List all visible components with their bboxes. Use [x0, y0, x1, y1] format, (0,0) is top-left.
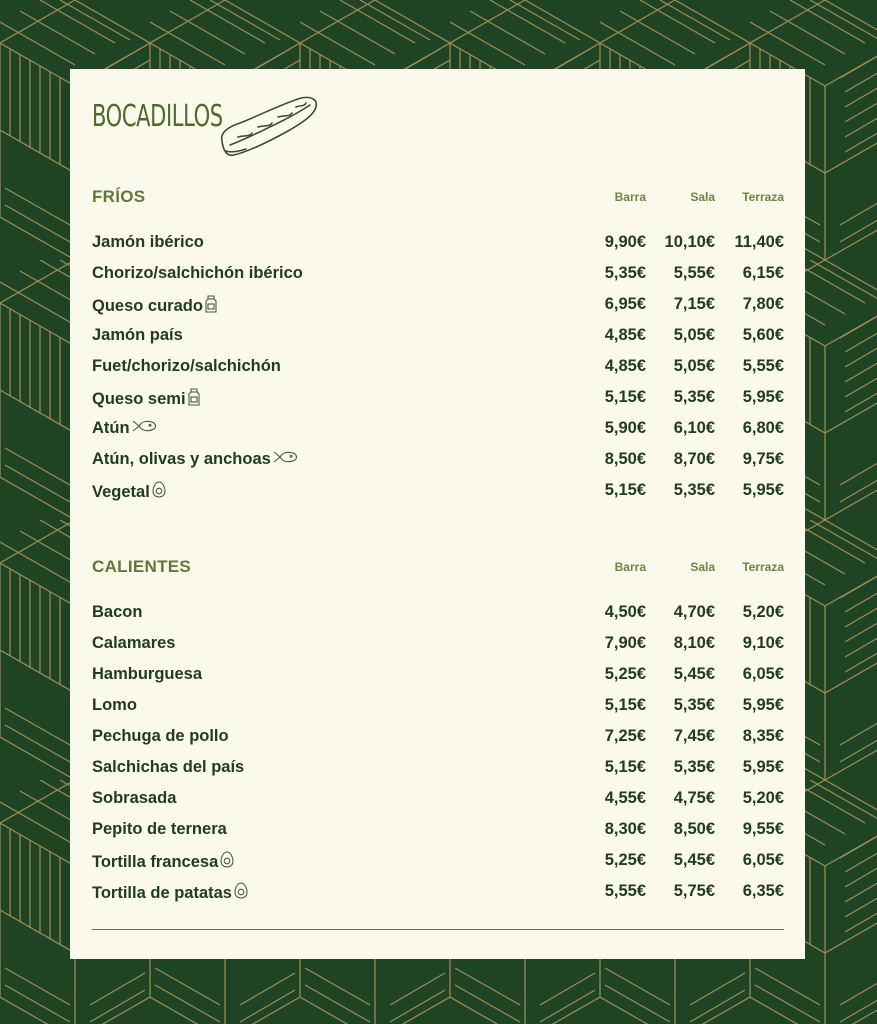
menu-item	[92, 388, 200, 411]
menu-item-row	[92, 264, 784, 295]
menu-item-name: Atún, olivas y anchoas	[92, 450, 271, 468]
menu-item-name: Calamares	[92, 634, 176, 652]
fish-icon	[273, 450, 297, 469]
price-sala: 5,05€	[673, 357, 715, 375]
price-barra: 8,30€	[604, 820, 646, 838]
menu-item-name: Atún	[92, 419, 130, 437]
menu-item	[92, 820, 227, 839]
price-sala: 8,70€	[673, 450, 715, 468]
price-barra: 5,15€	[604, 388, 646, 406]
menu-header	[92, 93, 392, 163]
column-header-terraza: Terraza	[742, 560, 784, 574]
price-sala: 4,75€	[673, 789, 715, 807]
menu-item-name: Pechuga de pollo	[92, 727, 229, 745]
column-header-sala: Sala	[690, 190, 715, 204]
menu-item-row	[92, 233, 784, 264]
menu-item-name: Jamón país	[92, 326, 183, 344]
menu-item-name: Fuet/chorizo/salchichón	[92, 357, 281, 375]
column-header-terraza: Terraza	[742, 190, 784, 204]
price-barra: 4,85€	[604, 326, 646, 344]
price-terraza: 9,55€	[742, 820, 784, 838]
menu-item-name: Bacon	[92, 603, 143, 621]
price-sala: 5,35€	[673, 758, 715, 776]
price-barra: 5,15€	[604, 481, 646, 499]
price-terraza: 6,05€	[742, 665, 784, 683]
menu-item-row	[92, 481, 784, 512]
price-terraza: 5,95€	[742, 481, 784, 499]
baguette-icon	[216, 93, 320, 159]
menu-item-name: Queso curado	[92, 297, 203, 315]
price-sala: 5,55€	[673, 264, 715, 282]
menu-item	[92, 758, 244, 777]
menu-item-name: Salchichas del país	[92, 758, 245, 776]
menu-item	[92, 603, 142, 622]
price-barra: 4,85€	[604, 357, 646, 375]
price-sala: 5,35€	[673, 696, 715, 714]
menu-item	[92, 357, 281, 376]
price-sala: 5,35€	[673, 481, 715, 499]
price-terraza: 5,20€	[742, 789, 784, 807]
price-barra: 5,15€	[604, 758, 646, 776]
egg-icon	[152, 481, 166, 503]
menu-item	[92, 789, 176, 808]
menu-section-calientes	[92, 557, 784, 913]
menu-item-row	[92, 696, 784, 727]
section-title: FRÍOS	[92, 187, 146, 206]
menu-items-list	[92, 233, 784, 512]
price-terraza: 6,05€	[742, 851, 784, 869]
menu-item-name: Pepito de ternera	[92, 820, 227, 838]
footer-divider	[92, 929, 784, 930]
price-sala: 7,45€	[673, 727, 715, 745]
price-terraza: 7,80€	[742, 295, 784, 313]
egg-icon	[234, 882, 248, 904]
menu-section-frios	[92, 187, 784, 512]
price-sala: 5,05€	[673, 326, 715, 344]
price-terraza: 6,80€	[742, 419, 784, 437]
menu-item	[92, 264, 303, 283]
menu-item-name: Queso semi	[92, 390, 186, 408]
menu-item	[92, 326, 183, 345]
price-terraza: 5,95€	[742, 696, 784, 714]
menu-item	[92, 295, 217, 318]
price-sala: 6,10€	[673, 419, 715, 437]
menu-items-list	[92, 603, 784, 913]
price-barra: 5,55€	[604, 882, 646, 900]
section-header	[92, 187, 784, 217]
price-sala: 10,10€	[664, 233, 715, 251]
price-barra: 5,35€	[604, 264, 646, 282]
price-barra: 5,90€	[604, 419, 646, 437]
menu-item-row	[92, 882, 784, 913]
price-terraza: 9,10€	[742, 634, 784, 652]
price-terraza: 8,35€	[742, 727, 784, 745]
price-barra: 8,50€	[604, 450, 646, 468]
menu-item-row	[92, 758, 784, 789]
menu-item-row	[92, 820, 784, 851]
menu-item-name: Hamburguesa	[92, 665, 203, 683]
menu-item	[92, 882, 248, 904]
price-terraza: 6,35€	[742, 882, 784, 900]
menu-item	[92, 450, 297, 469]
price-terraza: 5,95€	[742, 388, 784, 406]
menu-item-name: Jamón ibérico	[92, 233, 204, 251]
menu-item-name: Lomo	[92, 696, 137, 714]
menu-item-name: Tortilla de patatas	[92, 883, 232, 902]
menu-item	[92, 419, 156, 438]
menu-item	[92, 665, 202, 684]
price-barra: 9,90€	[604, 233, 646, 251]
menu-item-row	[92, 634, 784, 665]
menu-item-name: Sobrasada	[92, 789, 177, 807]
menu-item	[92, 727, 229, 746]
price-terraza: 11,40€	[734, 233, 784, 251]
section-title: CALIENTES	[92, 557, 192, 576]
price-sala: 5,45€	[673, 665, 715, 683]
price-barra: 4,55€	[604, 789, 646, 807]
price-barra: 6,95€	[604, 295, 646, 313]
menu-item	[92, 634, 175, 653]
price-terraza: 5,20€	[742, 603, 784, 621]
price-barra: 5,15€	[604, 696, 646, 714]
menu-item-row	[92, 357, 784, 388]
menu-item-row	[92, 326, 784, 357]
menu-item	[92, 696, 137, 715]
menu-item-row	[92, 295, 784, 326]
menu-title: BOCADILLOS	[92, 99, 223, 134]
price-barra: 4,50€	[604, 603, 646, 621]
price-barra: 5,25€	[604, 851, 646, 869]
price-terraza: 5,60€	[742, 326, 784, 344]
menu-item	[92, 233, 204, 252]
price-sala: 5,35€	[673, 388, 715, 406]
menu-item-row	[92, 665, 784, 696]
menu-item-row	[92, 789, 784, 820]
column-header-barra: Barra	[614, 560, 646, 574]
menu-item-row	[92, 727, 784, 758]
price-sala: 7,15€	[673, 295, 715, 313]
price-terraza: 5,95€	[742, 758, 784, 776]
price-sala: 8,50€	[673, 820, 715, 838]
menu-item	[92, 851, 234, 873]
menu-item-name: Tortilla francesa	[92, 852, 219, 871]
price-sala: 4,70€	[673, 603, 715, 621]
price-terraza: 9,75€	[742, 450, 784, 468]
menu-item-name: Vegetal	[92, 482, 150, 501]
price-terraza: 6,15€	[742, 264, 784, 282]
milk-icon	[205, 295, 217, 318]
menu-item-row	[92, 851, 784, 882]
price-barra: 5,25€	[604, 665, 646, 683]
milk-icon	[188, 388, 200, 411]
menu-item-row	[92, 450, 784, 481]
price-sala: 5,45€	[673, 851, 715, 869]
price-sala: 8,10€	[673, 634, 715, 652]
menu-card	[70, 69, 805, 959]
column-header-barra: Barra	[614, 190, 646, 204]
menu-item	[92, 481, 166, 503]
menu-item-row	[92, 388, 784, 419]
price-terraza: 5,55€	[742, 357, 784, 375]
price-sala: 5,75€	[673, 882, 715, 900]
price-barra: 7,90€	[604, 634, 646, 652]
fish-icon	[132, 419, 156, 438]
column-header-sala: Sala	[690, 560, 715, 574]
menu-item-name: Chorizo/salchichón ibérico	[92, 264, 303, 282]
menu-item-row	[92, 603, 784, 634]
section-header	[92, 557, 784, 587]
price-barra: 7,25€	[604, 727, 646, 745]
egg-icon	[220, 851, 234, 873]
menu-item-row	[92, 419, 784, 450]
